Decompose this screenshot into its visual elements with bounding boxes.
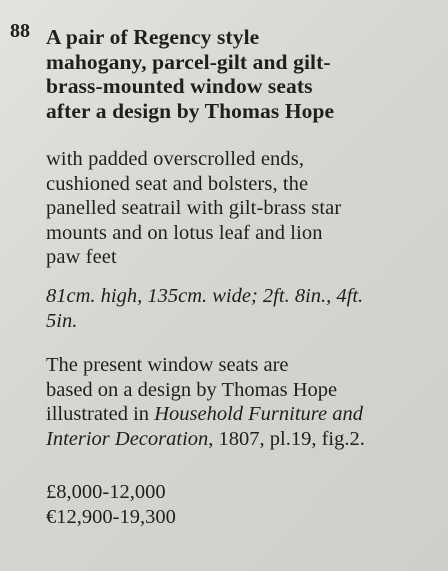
note-line: The present window seats are bbox=[46, 354, 289, 376]
description-line: paw feet bbox=[46, 246, 117, 268]
note-text: , 1807, pl.19, fig.2. bbox=[208, 427, 365, 450]
note-line bbox=[46, 427, 444, 452]
lot-title-line: mahogany, parcel-gilt and gilt- bbox=[46, 49, 331, 74]
lot-estimate bbox=[46, 480, 444, 529]
lot-title-line: after a design by Thomas Hope bbox=[46, 98, 335, 123]
description-line: cushioned seat and bolsters, the bbox=[46, 172, 309, 195]
book-title: Household Furniture and bbox=[154, 403, 363, 425]
lot-dimensions bbox=[46, 284, 444, 333]
description-line: with padded overscrolled ends, bbox=[46, 148, 305, 170]
dimensions-line: 5in. bbox=[46, 309, 78, 332]
lot-title bbox=[46, 25, 444, 123]
estimate-gbp: £8,000-12,000 bbox=[46, 481, 166, 503]
book-title: Interior Decoration bbox=[46, 427, 209, 450]
note-text: illustrated in bbox=[46, 403, 155, 425]
lot-title-line: A pair of Regency style bbox=[46, 25, 260, 49]
description-line: panelled seatrail with gilt-brass star bbox=[46, 197, 342, 219]
note-line: based on a design by Thomas Hope bbox=[46, 378, 338, 401]
lot-note bbox=[46, 353, 444, 451]
lot-title-line: brass-mounted window seats bbox=[46, 74, 313, 98]
estimate-eur: €12,900-19,300 bbox=[46, 505, 176, 528]
description-line: mounts and on lotus leaf and lion bbox=[46, 221, 323, 244]
lot-number: 88 bbox=[10, 20, 30, 42]
lot-description bbox=[46, 147, 444, 270]
note-line bbox=[46, 402, 444, 427]
dimensions-line: 81cm. high, 135cm. wide; 2ft. 8in., 4ft. bbox=[46, 285, 364, 307]
